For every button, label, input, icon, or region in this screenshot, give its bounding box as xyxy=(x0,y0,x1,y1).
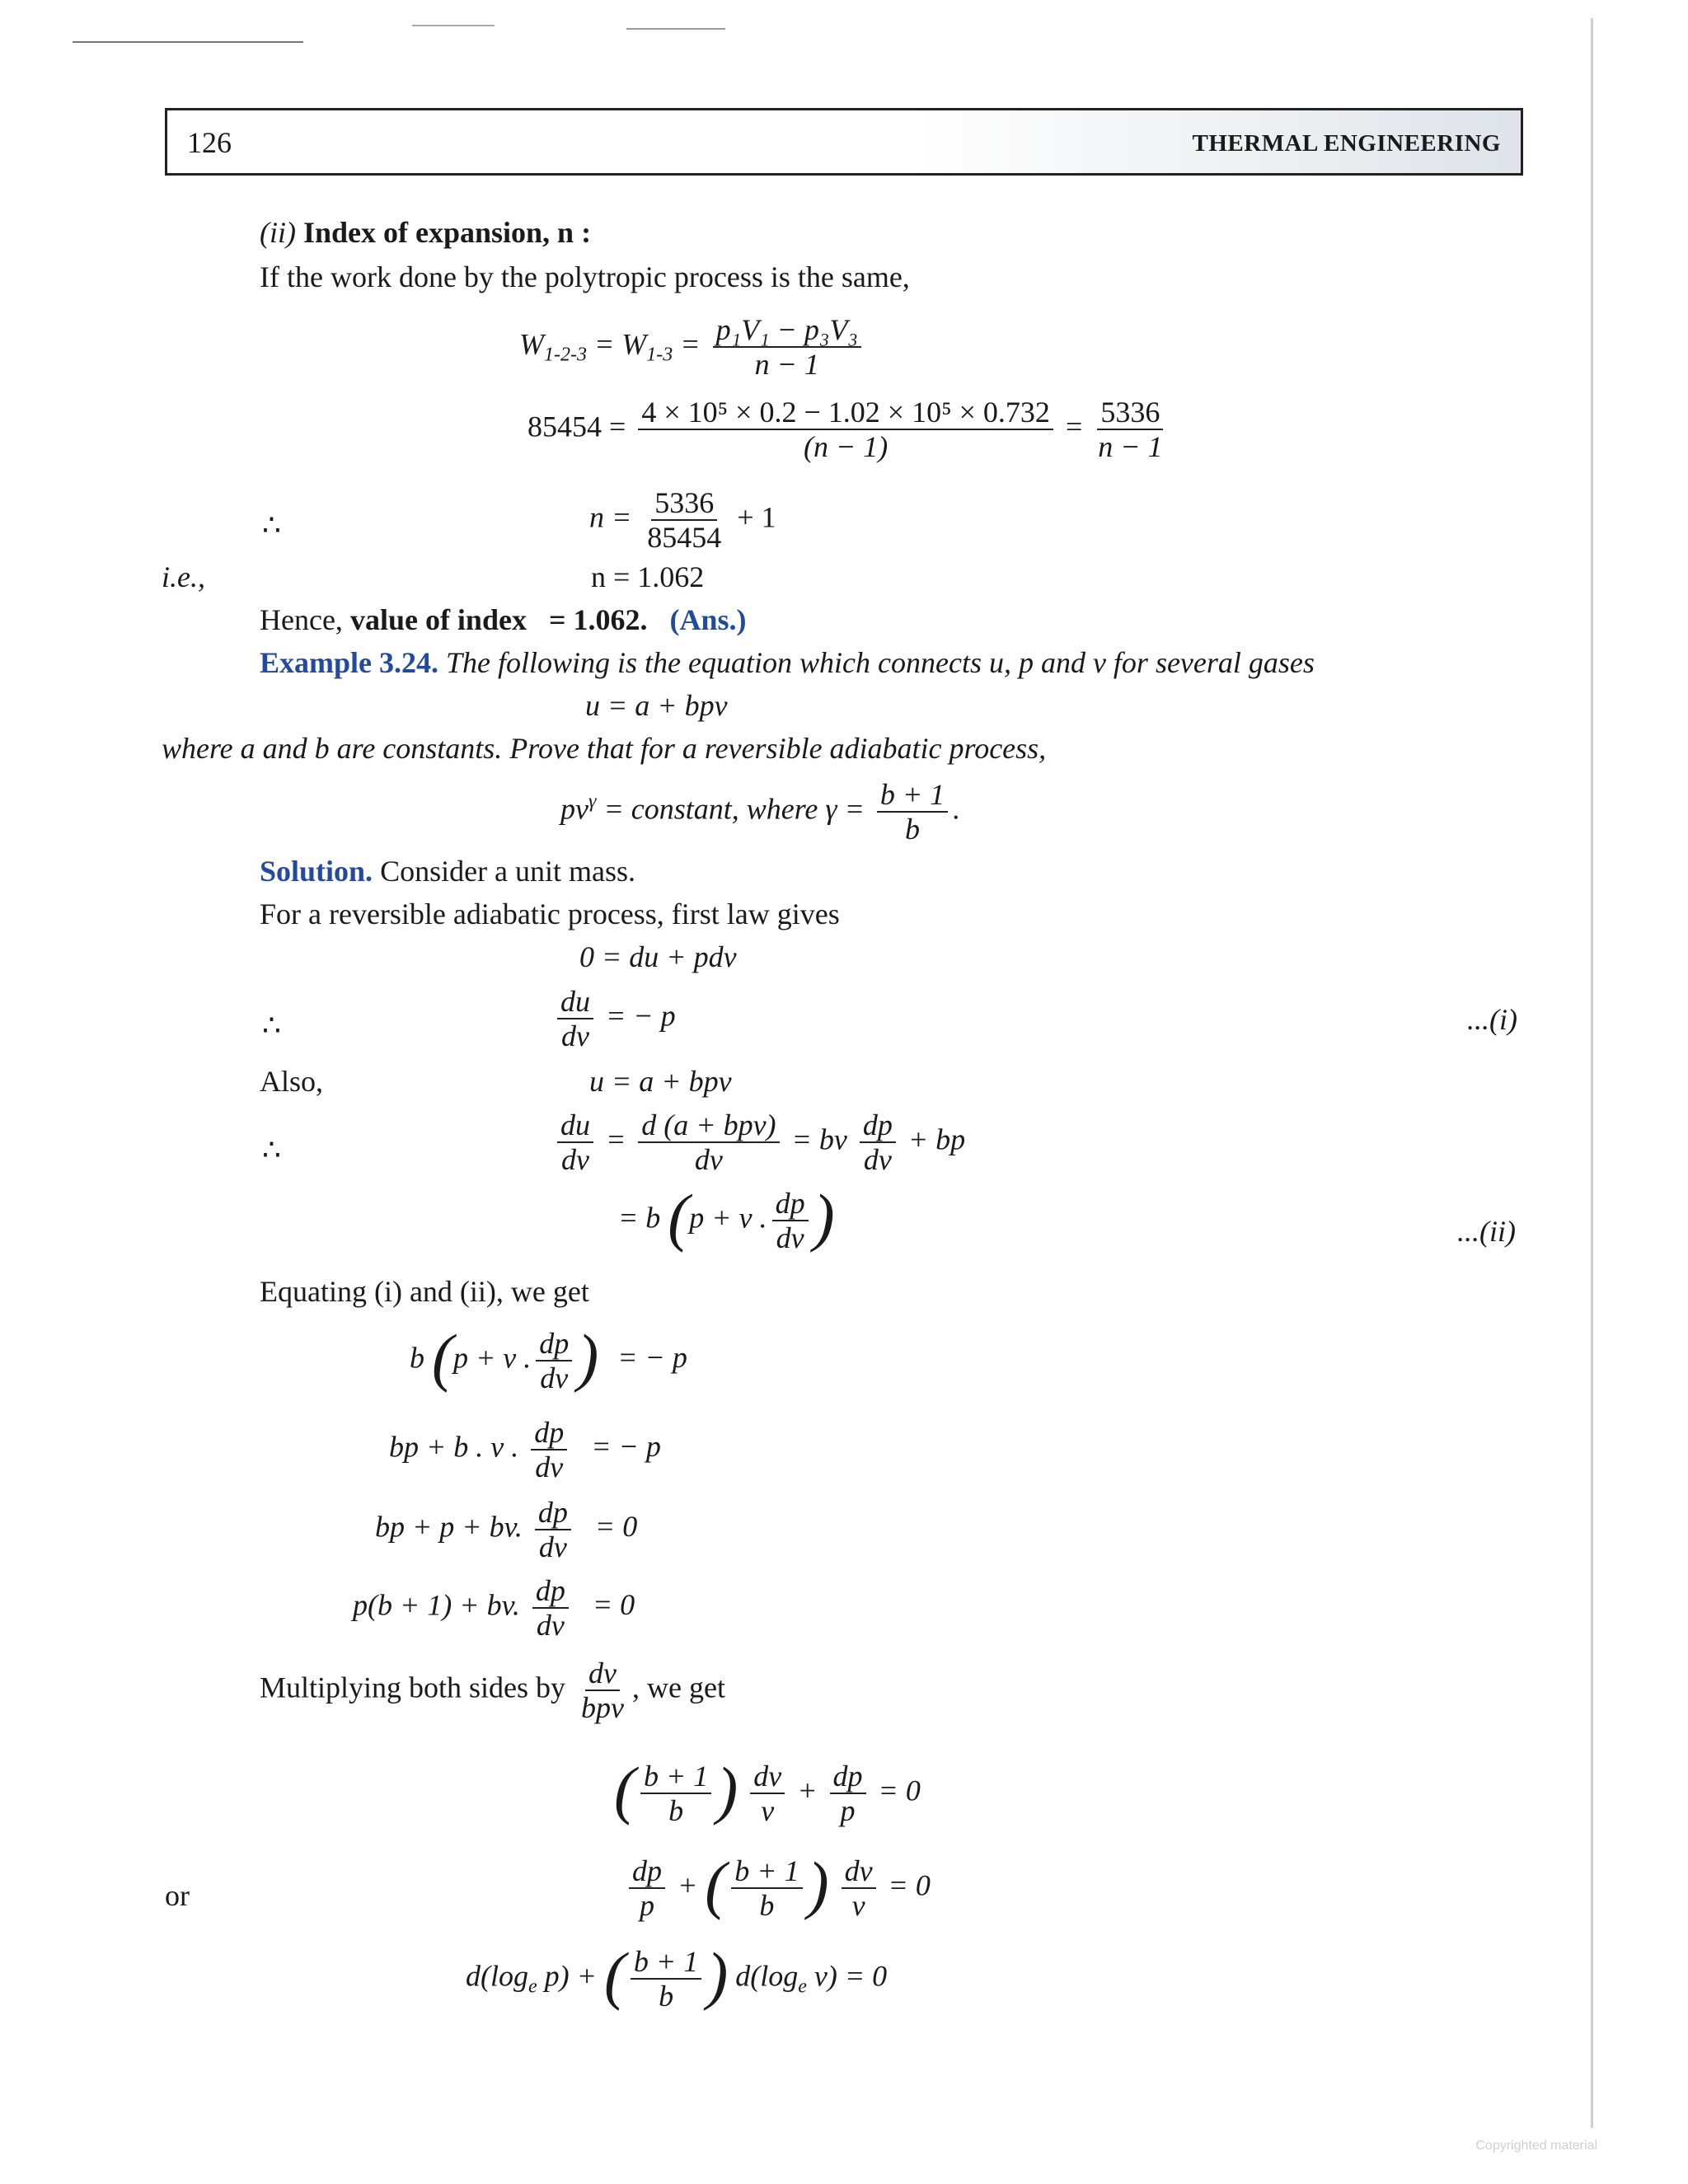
therefore-symbol: ∴ xyxy=(262,509,281,541)
page-edge xyxy=(1591,18,1593,2128)
page-number: 126 xyxy=(187,126,232,159)
equation: ( $\frac{b + 1}{b}$ ) $\frac{dv}{v}$ + $\frac{dp}{p}$ = 0 xyxy=(614,1754,921,1827)
equation: $\frac{dp}{p}$ + ( $\frac{b + 1}{b}$ ) $\frac{dv}{v}$ = 0 xyxy=(624,1854,931,1922)
section-heading: (ii) Index of expansion, n : xyxy=(260,216,592,249)
equation: $d(\log_e$ p) + ( $\frac{b + 1}{b}$ ) $d(\log_e$ v) = 0 xyxy=(466,1939,888,2013)
therefore-symbol: ∴ xyxy=(262,1133,281,1166)
therefore-symbol: ∴ xyxy=(262,1009,281,1042)
equation: 85454 = $\frac{\text{4 × 10⁵ × 0.2 − 1.02 × 10⁵ × 0.732}}{(n - 1)}$ = $\frac{5336}{n - 1}$ xyxy=(528,396,1163,463)
equation: n = 1.062 xyxy=(591,560,705,593)
equation-tag: ...(i) xyxy=(1467,1003,1517,1036)
also-label: Also, xyxy=(260,1065,324,1098)
scan-artifact-line xyxy=(626,28,725,30)
equation: 0 = du + pdv xyxy=(579,940,737,973)
equation: $W_{1-2-3} = W_{1-3}$ = $\frac{\text{p₁V₁ − p₃V₃}}{n - 1}$ xyxy=(519,313,866,381)
equation: = b (p + v . $\frac{dp}{dv}$ ) xyxy=(618,1181,835,1254)
equation: p(b + 1) + bv. $\frac{dp}{dv}$ = 0 xyxy=(353,1574,635,1642)
equation: $\frac{du}{dv}$ = $\frac{\text{d (a + bpv)}}{dv}$ = bv $\frac{dp}{dv}$ + bp xyxy=(552,1108,965,1176)
scan-artifact-line xyxy=(73,41,303,43)
equation: n = $\frac{5336}{85454}$ + 1 xyxy=(589,486,776,554)
paragraph: For a reversible adiabatic process, first law gives xyxy=(260,898,840,930)
paragraph: If the work done by the polytropic process is the same, xyxy=(260,260,910,293)
answer-line: Hence, value of index = 1.062. (Ans.) xyxy=(260,603,747,636)
running-header xyxy=(165,108,1523,176)
ie-label: i.e., xyxy=(162,560,205,593)
scan-artifact-line xyxy=(412,25,495,26)
paragraph: Multiplying both sides by $\frac{dv}{\text{bpv}}$ , we get xyxy=(260,1657,725,1724)
equation: bp + b . v . $\frac{dp}{dv}$ = − p xyxy=(389,1416,661,1483)
equation: bp + p + bv. $\frac{dp}{dv}$ = 0 xyxy=(375,1496,638,1563)
equation: $pv^\gamma$ = constant, where γ = $\frac{b + 1}{b}$ . xyxy=(560,778,961,846)
equation: u = a + bpv xyxy=(589,1065,732,1098)
equation: $\frac{du}{dv}$ = − p xyxy=(552,985,676,1052)
equation-tag: ...(ii) xyxy=(1457,1215,1516,1248)
example-statement-cont: where a and b are constants. Prove that for a reversible adiabatic process, xyxy=(162,732,1047,765)
example-statement: Example 3.24. The following is the equation which connects u, p and v for several gases xyxy=(260,646,1315,679)
paragraph: Equating (i) and (ii), we get xyxy=(260,1275,589,1308)
copyright-watermark: Copyrighted material xyxy=(1475,2139,1597,2153)
solution-line: Solution. Consider a unit mass. xyxy=(260,855,636,888)
equation: b (p + v . $\frac{dp}{dv}$ ) = − p xyxy=(410,1321,687,1394)
equation: u = a + bpv xyxy=(585,689,728,722)
running-head: THERMAL ENGINEERING xyxy=(1192,130,1501,157)
or-label: or xyxy=(165,1879,190,1912)
